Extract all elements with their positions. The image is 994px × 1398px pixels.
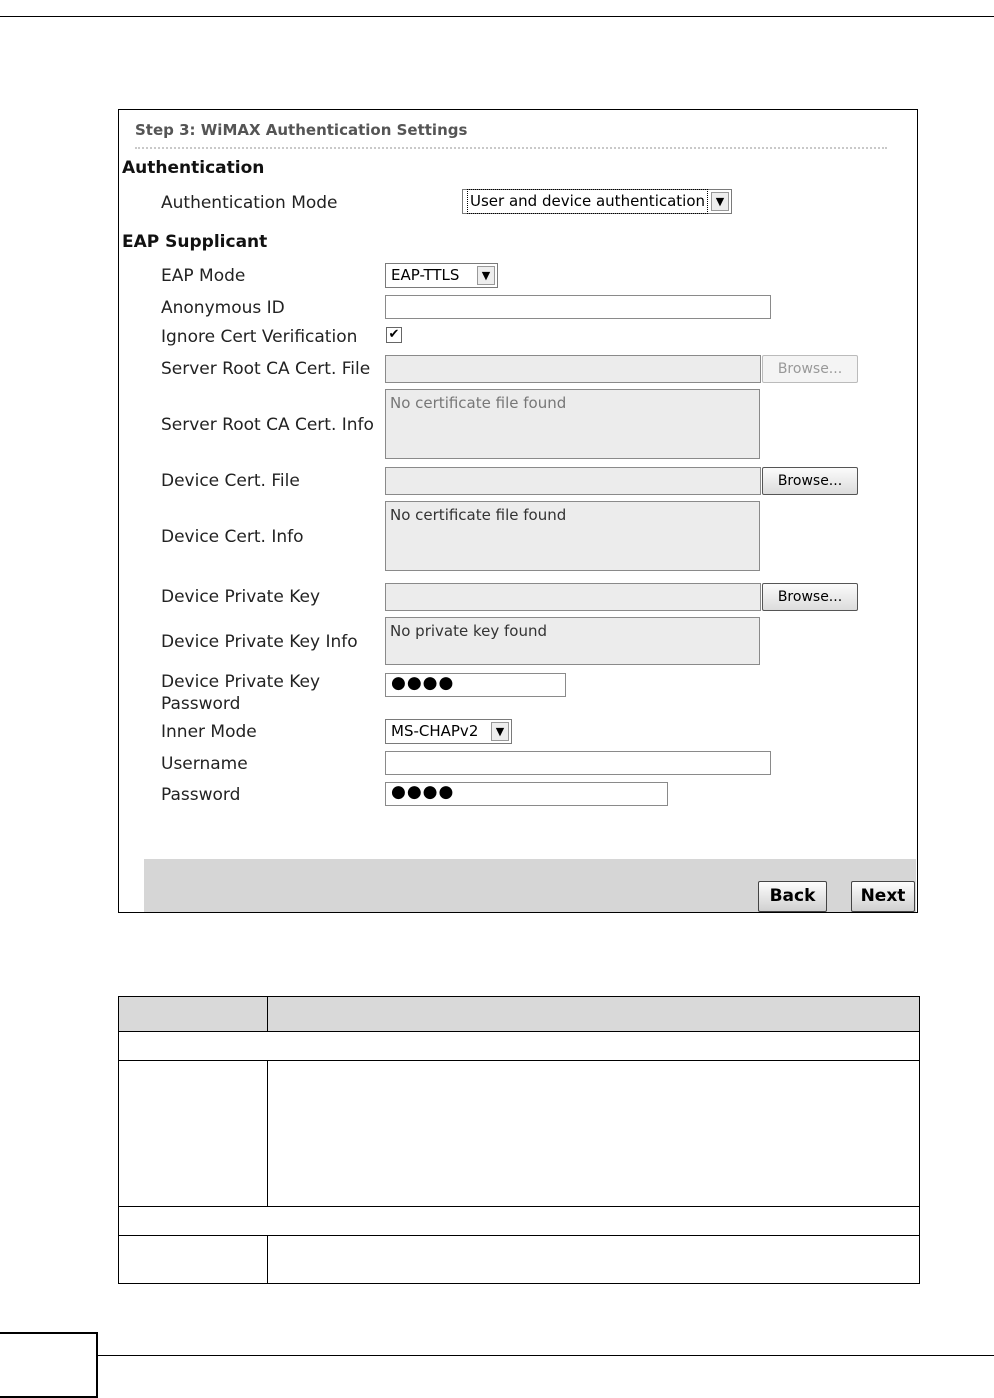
table-section-row <box>119 1207 920 1236</box>
back-button[interactable]: Back <box>758 881 827 912</box>
table-cell <box>268 1061 920 1207</box>
footer-rule <box>98 1355 994 1356</box>
authentication-mode-select[interactable] <box>462 189 732 214</box>
authentication-heading: Authentication <box>122 158 265 178</box>
authentication-mode-label: Authentication Mode <box>161 193 338 213</box>
chevron-down-icon: ▼ <box>477 266 495 285</box>
table-section-cell <box>119 1032 920 1061</box>
ignore-cert-label: Ignore Cert Verification <box>161 327 358 347</box>
eap-supplicant-heading: EAP Supplicant <box>122 232 268 252</box>
server-root-ca-info-box: No certificate file found <box>385 389 760 459</box>
device-cert-info-label: Device Cert. Info <box>161 527 304 547</box>
username-input[interactable] <box>385 751 771 775</box>
dotted-divider <box>135 147 887 149</box>
device-private-key-input[interactable] <box>385 583 761 611</box>
table-cell <box>268 1236 920 1284</box>
device-private-key-label: Device Private Key <box>161 587 321 607</box>
description-table <box>118 996 920 1284</box>
device-cert-info-box: No certificate file found <box>385 501 760 571</box>
password-label: Password <box>161 785 241 805</box>
table-row <box>119 1061 920 1207</box>
eap-mode-label: EAP Mode <box>161 266 246 286</box>
device-private-key-password-input[interactable]: ●●●● <box>385 673 566 697</box>
anonymous-id-input[interactable] <box>385 295 771 319</box>
table-section-row <box>119 1032 920 1061</box>
anonymous-id-label: Anonymous ID <box>161 298 285 318</box>
table-header-cell <box>268 997 920 1032</box>
server-root-ca-browse-button[interactable]: Browse... <box>762 355 858 383</box>
chevron-down-icon: ▼ <box>491 722 509 741</box>
header-rule <box>0 16 994 17</box>
device-private-key-password-label-line2: Password <box>161 694 241 714</box>
table-header-cell <box>119 997 268 1032</box>
page-number-box <box>0 1332 98 1398</box>
authentication-mode-value: User and device authentication <box>468 190 707 213</box>
table-row <box>119 1236 920 1284</box>
device-private-key-info-label: Device Private Key Info <box>161 632 358 652</box>
table-section-cell <box>119 1207 920 1236</box>
server-root-ca-info-label: Server Root CA Cert. Info <box>161 415 374 435</box>
device-private-key-browse-button[interactable]: Browse... <box>762 583 858 611</box>
device-private-key-password-label-line1: Device Private Key <box>161 672 321 692</box>
chevron-down-icon: ▼ <box>711 192 729 211</box>
server-root-ca-file-input[interactable] <box>385 355 761 383</box>
ignore-cert-checkbox[interactable]: ✔ <box>386 327 402 343</box>
username-label: Username <box>161 754 248 774</box>
device-cert-file-input[interactable] <box>385 467 761 495</box>
table-cell <box>119 1236 268 1284</box>
inner-mode-select[interactable] <box>385 719 512 744</box>
eap-mode-value: EAP-TTLS <box>391 266 460 284</box>
device-cert-browse-button[interactable]: Browse... <box>762 467 858 495</box>
server-root-ca-file-label: Server Root CA Cert. File <box>161 359 371 379</box>
inner-mode-value: MS-CHAPv2 <box>391 722 479 740</box>
next-button[interactable]: Next <box>851 881 915 912</box>
password-input[interactable]: ●●●● <box>385 782 668 806</box>
table-cell <box>119 1061 268 1207</box>
step-title: Step 3: WiMAX Authentication Settings <box>135 121 468 139</box>
eap-mode-select[interactable] <box>385 263 498 288</box>
device-private-key-info-box: No private key found <box>385 617 760 665</box>
table-header-row <box>119 997 920 1032</box>
device-cert-file-label: Device Cert. File <box>161 471 300 491</box>
inner-mode-label: Inner Mode <box>161 722 257 742</box>
